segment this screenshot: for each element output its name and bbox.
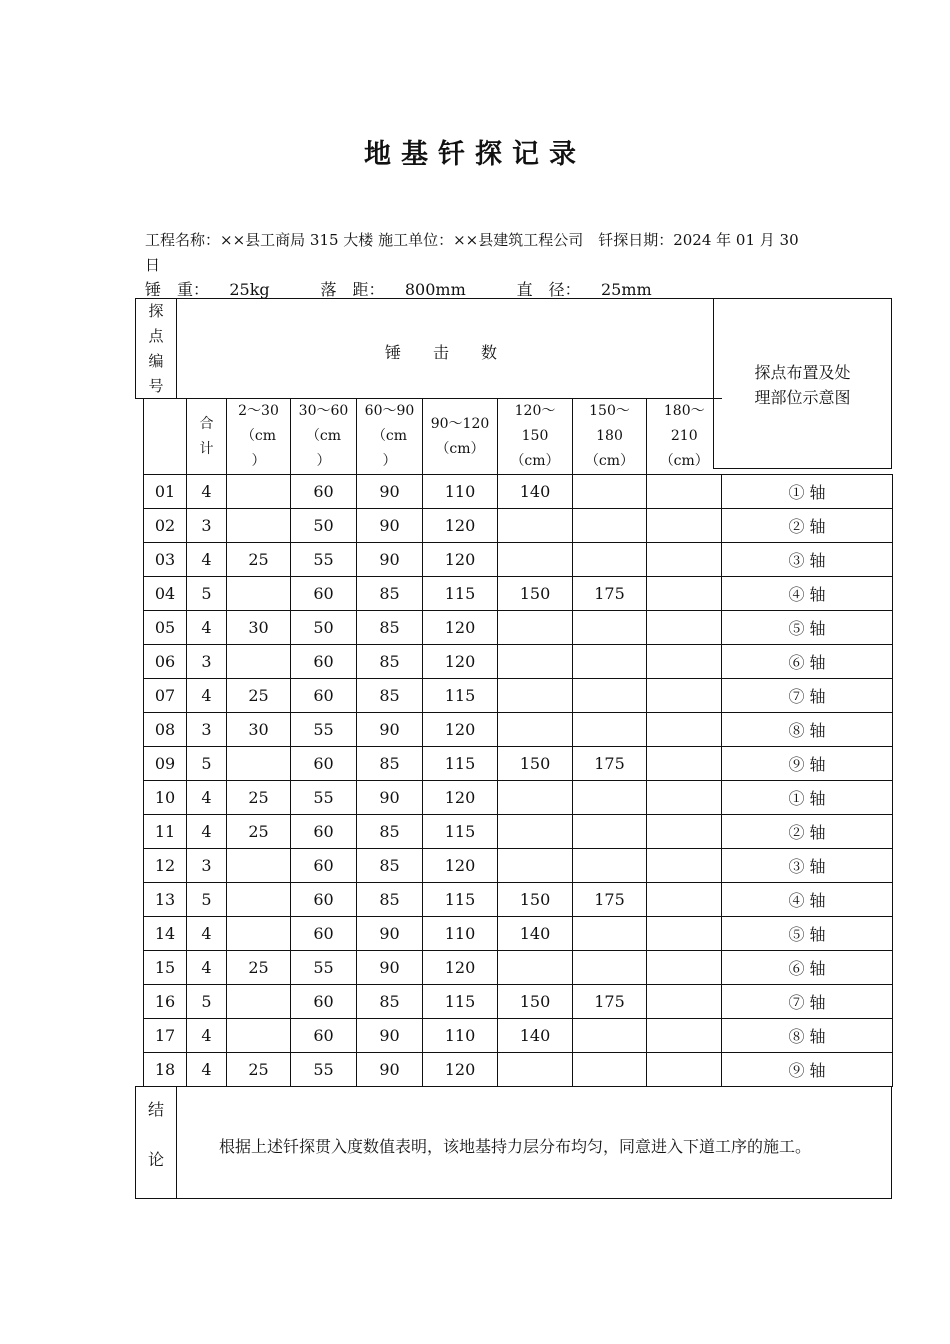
cell-blows-150-180	[573, 917, 647, 951]
cell-total: 3	[187, 645, 227, 679]
cell-blows-30-60: 55	[291, 1053, 357, 1087]
table-row	[144, 849, 893, 883]
cell-blows-30-60: 50	[291, 611, 357, 645]
cell-point-no: 13	[144, 883, 187, 917]
cell-blows-150-180	[573, 475, 647, 509]
cell-blows-90-120: 120	[423, 645, 498, 679]
point-number-header	[135, 298, 177, 399]
cell-blows-90-120: 115	[423, 883, 498, 917]
cell-blows-2-30	[227, 917, 291, 951]
cell-blows-30-60: 60	[291, 849, 357, 883]
cell-point-no: 02	[144, 509, 187, 543]
cell-total: 5	[187, 747, 227, 781]
col-header-120-150: 120～ 150 （cm）	[498, 399, 573, 475]
conclusion-text: 根据上述钎探贯入度数值表明，该地基持力层分布均匀，同意进入下道工序的施工。	[219, 1137, 812, 1156]
point-number-char: 号	[148, 377, 164, 395]
project-info-line: 工程名称：××县工商局 315 大楼 施工单位：××县建筑工程公司 钎探日期：2024 年 01 月 30 日	[145, 231, 799, 274]
table-row	[144, 747, 893, 781]
cell-blows-180-210	[647, 815, 722, 849]
cell-blows-120-150	[498, 713, 573, 747]
cell-blows-30-60: 55	[291, 713, 357, 747]
cell-blows-2-30	[227, 985, 291, 1019]
cell-blows-150-180	[573, 951, 647, 985]
cell-blows-90-120: 120	[423, 849, 498, 883]
cell-blows-120-150: 140	[498, 917, 573, 951]
cell-blows-90-120: 110	[423, 1019, 498, 1053]
cell-blows-150-180	[573, 713, 647, 747]
hammer-value: 25kg	[229, 280, 270, 299]
cell-axis-label: ⑦ 轴	[722, 985, 893, 1019]
cell-blows-150-180: 175	[573, 747, 647, 781]
cell-point-no: 04	[144, 577, 187, 611]
cell-axis-label: ③ 轴	[722, 543, 893, 577]
cell-axis-label: ⑨ 轴	[722, 747, 893, 781]
cell-blows-150-180	[573, 1053, 647, 1087]
cell-blows-150-180: 175	[573, 883, 647, 917]
diameter-label: 直 径：	[516, 280, 581, 299]
cell-blows-60-90: 85	[357, 985, 423, 1019]
cell-blows-2-30	[227, 577, 291, 611]
cell-blows-150-180	[573, 781, 647, 815]
cell-blows-90-120: 120	[423, 509, 498, 543]
cell-total: 4	[187, 917, 227, 951]
cell-blows-30-60: 55	[291, 543, 357, 577]
cell-blows-150-180	[573, 815, 647, 849]
col-header-60-90: 60～90 （cm ）	[357, 399, 423, 475]
cell-point-no: 01	[144, 475, 187, 509]
cell-blows-2-30	[227, 475, 291, 509]
cell-blows-60-90: 85	[357, 849, 423, 883]
cell-point-no: 16	[144, 985, 187, 1019]
equipment-info-line	[145, 277, 652, 300]
col-header-total: 合 计	[187, 399, 227, 475]
col-header-180-210: 180～ 210 （cm）	[647, 399, 722, 475]
cell-blows-120-150	[498, 645, 573, 679]
table-row	[144, 577, 893, 611]
cell-total: 4	[187, 679, 227, 713]
drop-value: 800mm	[404, 280, 466, 299]
cell-blows-30-60: 60	[291, 577, 357, 611]
cell-blows-60-90: 85	[357, 883, 423, 917]
point-number-char: 点	[148, 327, 164, 345]
cell-blows-120-150	[498, 815, 573, 849]
cell-blows-30-60: 60	[291, 883, 357, 917]
cell-blows-30-60: 55	[291, 781, 357, 815]
cell-blows-30-60: 60	[291, 985, 357, 1019]
table-row	[144, 781, 893, 815]
cell-blows-90-120: 110	[423, 475, 498, 509]
cell-blows-60-90: 90	[357, 509, 423, 543]
cell-blows-60-90: 90	[357, 917, 423, 951]
cell-blows-180-210	[647, 509, 722, 543]
cell-blows-120-150: 140	[498, 1019, 573, 1053]
cell-blows-180-210	[647, 611, 722, 645]
cell-blows-30-60: 60	[291, 645, 357, 679]
cell-point-no: 11	[144, 815, 187, 849]
cell-blows-150-180	[573, 1019, 647, 1053]
cell-point-no: 05	[144, 611, 187, 645]
cell-blows-150-180	[573, 645, 647, 679]
conclusion-label-box	[135, 1086, 177, 1199]
cell-blows-90-120: 120	[423, 543, 498, 577]
cell-blows-60-90: 85	[357, 815, 423, 849]
table-row	[144, 1053, 893, 1087]
cell-blows-30-60: 60	[291, 815, 357, 849]
cell-blows-180-210	[647, 1053, 722, 1087]
cell-blows-60-90: 90	[357, 951, 423, 985]
cell-blows-30-60: 60	[291, 679, 357, 713]
cell-total: 3	[187, 713, 227, 747]
cell-total: 5	[187, 883, 227, 917]
cell-total: 5	[187, 985, 227, 1019]
table-row	[144, 951, 893, 985]
cell-blows-2-30	[227, 849, 291, 883]
cell-total: 4	[187, 951, 227, 985]
cell-blows-90-120: 110	[423, 917, 498, 951]
header-diagram-spacer	[722, 399, 893, 475]
column-header-row	[144, 399, 893, 475]
cell-total: 4	[187, 1053, 227, 1087]
layout-label-line1: 探点布置及处	[754, 363, 851, 382]
cell-axis-label: ② 轴	[722, 509, 893, 543]
cell-total: 4	[187, 611, 227, 645]
cell-blows-90-120: 120	[423, 611, 498, 645]
cell-axis-label: ⑦ 轴	[722, 679, 893, 713]
cell-axis-label: ③ 轴	[722, 849, 893, 883]
cell-blows-30-60: 60	[291, 917, 357, 951]
cell-axis-label: ① 轴	[722, 781, 893, 815]
cell-blows-30-60: 50	[291, 509, 357, 543]
cell-blows-150-180	[573, 611, 647, 645]
cell-blows-120-150: 150	[498, 985, 573, 1019]
table-row	[144, 611, 893, 645]
cell-blows-2-30: 25	[227, 1053, 291, 1087]
cell-point-no: 07	[144, 679, 187, 713]
cell-blows-60-90: 90	[357, 475, 423, 509]
cell-blows-150-180	[573, 543, 647, 577]
cell-blows-150-180	[573, 679, 647, 713]
table-row	[144, 509, 893, 543]
point-number-char: 探	[148, 302, 164, 320]
cell-blows-90-120: 115	[423, 577, 498, 611]
cell-blows-2-30	[227, 509, 291, 543]
cell-total: 5	[187, 577, 227, 611]
conclusion-char: 论	[147, 1150, 164, 1169]
cell-blows-180-210	[647, 951, 722, 985]
cell-blows-180-210	[647, 883, 722, 917]
table-row	[144, 645, 893, 679]
cell-blows-180-210	[647, 475, 722, 509]
cell-total: 3	[187, 509, 227, 543]
cell-blows-180-210	[647, 849, 722, 883]
header-blank-cell	[144, 399, 187, 475]
cell-blows-120-150	[498, 951, 573, 985]
cell-blows-60-90: 90	[357, 781, 423, 815]
cell-blows-2-30	[227, 1019, 291, 1053]
cell-axis-label: ⑥ 轴	[722, 951, 893, 985]
cell-blows-2-30	[227, 747, 291, 781]
cell-blows-180-210	[647, 1019, 722, 1053]
table-row	[144, 1019, 893, 1053]
cell-blows-60-90: 90	[357, 1053, 423, 1087]
table-row	[144, 713, 893, 747]
cell-total: 3	[187, 849, 227, 883]
cell-blows-120-150: 150	[498, 747, 573, 781]
cell-blows-90-120: 120	[423, 781, 498, 815]
cell-blows-120-150	[498, 611, 573, 645]
cell-point-no: 17	[144, 1019, 187, 1053]
table-row	[144, 985, 893, 1019]
cell-axis-label: ⑧ 轴	[722, 713, 893, 747]
table-row	[144, 679, 893, 713]
cell-blows-180-210	[647, 679, 722, 713]
cell-point-no: 18	[144, 1053, 187, 1087]
cell-blows-60-90: 90	[357, 713, 423, 747]
cell-blows-150-180	[573, 509, 647, 543]
cell-axis-label: ⑥ 轴	[722, 645, 893, 679]
cell-point-no: 10	[144, 781, 187, 815]
table-row	[144, 883, 893, 917]
cell-blows-2-30: 30	[227, 713, 291, 747]
cell-blows-90-120: 115	[423, 815, 498, 849]
cell-blows-90-120: 120	[423, 1053, 498, 1087]
cell-blows-60-90: 90	[357, 543, 423, 577]
cell-blows-120-150: 150	[498, 577, 573, 611]
cell-blows-120-150	[498, 1053, 573, 1087]
cell-point-no: 12	[144, 849, 187, 883]
cell-blows-120-150: 150	[498, 883, 573, 917]
cell-blows-30-60: 60	[291, 747, 357, 781]
cell-blows-180-210	[647, 713, 722, 747]
conclusion-char: 结	[147, 1100, 164, 1119]
probe-record-table	[143, 398, 893, 1087]
cell-blows-2-30: 25	[227, 543, 291, 577]
cell-blows-120-150	[498, 509, 573, 543]
point-number-char: 编	[148, 352, 164, 370]
cell-axis-label: ④ 轴	[722, 577, 893, 611]
cell-axis-label: ④ 轴	[722, 883, 893, 917]
cell-blows-30-60: 55	[291, 951, 357, 985]
cell-blows-2-30: 25	[227, 951, 291, 985]
cell-blows-90-120: 115	[423, 679, 498, 713]
cell-blows-90-120: 120	[423, 713, 498, 747]
cell-blows-60-90: 85	[357, 645, 423, 679]
diameter-value: 25mm	[600, 280, 652, 299]
cell-total: 4	[187, 781, 227, 815]
cell-point-no: 15	[144, 951, 187, 985]
layout-label-line2: 理部位示意图	[754, 388, 851, 407]
cell-blows-60-90: 85	[357, 611, 423, 645]
cell-axis-label: ② 轴	[722, 815, 893, 849]
drop-label: 落 距：	[320, 280, 385, 299]
table-row	[144, 815, 893, 849]
cell-blows-150-180: 175	[573, 577, 647, 611]
cell-blows-180-210	[647, 645, 722, 679]
cell-blows-180-210	[647, 917, 722, 951]
cell-blows-90-120: 115	[423, 747, 498, 781]
cell-blows-180-210	[647, 985, 722, 1019]
cell-point-no: 09	[144, 747, 187, 781]
cell-blows-120-150: 140	[498, 475, 573, 509]
cell-blows-60-90: 85	[357, 577, 423, 611]
cell-blows-180-210	[647, 781, 722, 815]
cell-total: 4	[187, 543, 227, 577]
cell-axis-label: ⑧ 轴	[722, 1019, 893, 1053]
cell-blows-2-30: 25	[227, 815, 291, 849]
cell-blows-150-180	[573, 849, 647, 883]
cell-blows-180-210	[647, 543, 722, 577]
cell-blows-120-150	[498, 781, 573, 815]
cell-blows-150-180: 175	[573, 985, 647, 1019]
cell-blows-2-30	[227, 883, 291, 917]
table-row	[144, 917, 893, 951]
cell-blows-90-120: 115	[423, 985, 498, 1019]
col-header-30-60: 30～60 （cm ）	[291, 399, 357, 475]
cell-total: 4	[187, 815, 227, 849]
page-title: 地基钎探记录	[364, 139, 586, 170]
cell-blows-120-150	[498, 849, 573, 883]
cell-blows-90-120: 120	[423, 951, 498, 985]
cell-blows-30-60: 60	[291, 1019, 357, 1053]
cell-blows-120-150	[498, 679, 573, 713]
cell-blows-2-30: 30	[227, 611, 291, 645]
cell-axis-label: ⑨ 轴	[722, 1053, 893, 1087]
cell-blows-60-90: 85	[357, 679, 423, 713]
blows-header: 锤 击 数	[385, 343, 498, 362]
cell-axis-label: ⑤ 轴	[722, 611, 893, 645]
cell-total: 4	[187, 1019, 227, 1053]
cell-axis-label: ⑤ 轴	[722, 917, 893, 951]
cell-point-no: 08	[144, 713, 187, 747]
cell-blows-2-30: 25	[227, 679, 291, 713]
conclusion-text-box	[176, 1086, 892, 1199]
cell-blows-60-90: 85	[357, 747, 423, 781]
cell-blows-120-150	[498, 543, 573, 577]
cell-point-no: 06	[144, 645, 187, 679]
cell-blows-180-210	[647, 577, 722, 611]
cell-blows-2-30: 25	[227, 781, 291, 815]
table-row	[144, 543, 893, 577]
col-header-150-180: 150～ 180 （cm）	[573, 399, 647, 475]
cell-axis-label: ① 轴	[722, 475, 893, 509]
hammer-label: 锤 重：	[145, 280, 210, 299]
cell-blows-30-60: 60	[291, 475, 357, 509]
col-header-90-120: 90～120 （cm）	[423, 399, 498, 475]
col-header-2-30: 2～30 （cm ）	[227, 399, 291, 475]
cell-blows-180-210	[647, 747, 722, 781]
cell-point-no: 14	[144, 917, 187, 951]
table-row	[144, 475, 893, 509]
cell-blows-2-30	[227, 645, 291, 679]
cell-point-no: 03	[144, 543, 187, 577]
cell-blows-60-90: 90	[357, 1019, 423, 1053]
cell-total: 4	[187, 475, 227, 509]
